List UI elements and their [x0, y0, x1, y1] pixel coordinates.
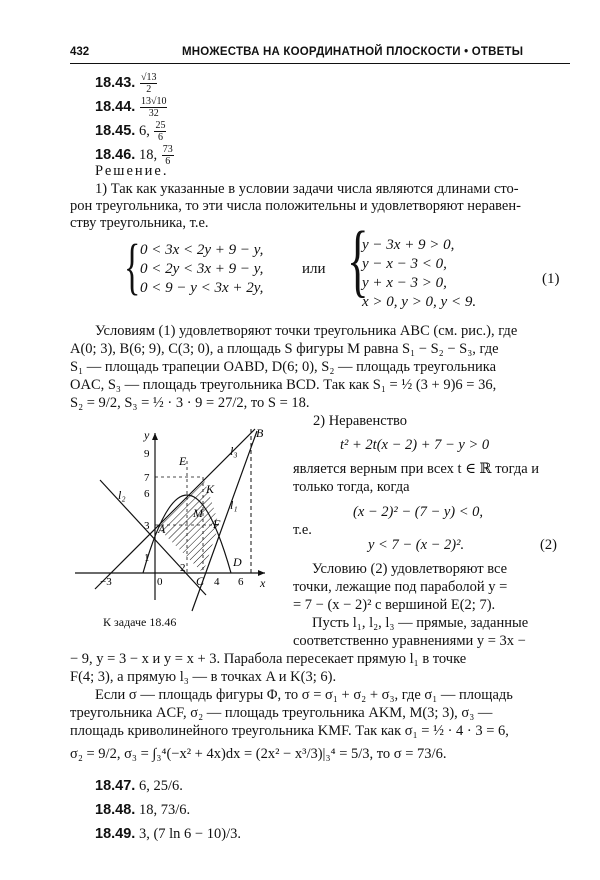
para2-line2: A(0; 3), B(6; 9), C(3; 0), а площадь S фигуры M равна S₁ − S₂ − S₃, где	[70, 341, 499, 357]
tick-9: 9	[144, 448, 150, 460]
tick-xm3: −3	[100, 576, 112, 588]
inequality-2-num: (2)	[540, 537, 557, 553]
para1-line1: 1) Так как указанные в условии задачи числа являются длинами сто-	[95, 181, 519, 197]
right-text1-b: только тогда, когда	[293, 479, 410, 495]
right-text2-e: соответственно уравнениями y = 3x −	[293, 633, 526, 649]
para3-line5: площадь криволинейного треугольника KMF. Так как σ₁ = ½ · 4 · 3 = 6,	[70, 723, 509, 739]
system-left: 0 < 3x < 2y + 9 − y, 0 < 2y < 3x + 9 − y, 0 < 9 − y < 3x + 2y,	[140, 242, 264, 296]
para2-line3: S₁ — площадь трапеции OABD, D(6; 0), S₂ — площадь треугольника	[70, 359, 497, 375]
y-axis-arrow	[152, 433, 158, 440]
tick-x4: 4	[214, 576, 220, 588]
right-brace: {	[347, 214, 369, 305]
right-text2-a: Условию (2) удовлетворяют все	[312, 561, 507, 577]
para1-line2: рон треугольника, то эти числа положительны и удовлетворяют неравен-	[70, 198, 521, 214]
label-M: M	[193, 506, 203, 520]
label-l3: l₃	[230, 444, 238, 458]
label-F: F	[213, 517, 221, 531]
page-header	[70, 46, 570, 62]
page-number: 432	[70, 46, 90, 58]
label-origin: 0	[157, 576, 163, 588]
right-text2-d: Пусть l₁, l₂, l₃ — прямые, заданные	[312, 615, 529, 631]
label-D: D	[233, 555, 242, 569]
label-B: B	[256, 426, 264, 440]
label-l1: l₁	[230, 498, 238, 512]
para3-line1: − 9, y = 3 − x и y = x + 3. Парабола пересекает прямую l₁ в точке	[70, 651, 467, 667]
integral-line: σ₂ = 9/2, σ₃ = ∫₃⁴(−x² + 4x)dx = (2x² − x³/3)|₃⁴ = 5/3, то σ = 73/6.	[70, 746, 447, 762]
system-or: или	[302, 261, 326, 277]
right-text2-b: точки, лежащие под параболой y =	[293, 579, 508, 595]
answer-18-45: 18.45. 6, $\frac{25}{6}$	[95, 120, 166, 143]
answer-18-48: 18.48. 18, 73/6.	[95, 802, 191, 818]
header-rule	[70, 63, 570, 64]
tick-6: 6	[144, 488, 150, 500]
right-text1-a: является верным при всех t ∈ ℝ тогда и	[293, 461, 540, 477]
label-E: E	[179, 454, 187, 468]
left-brace: {	[124, 233, 141, 301]
para2-line5: S₂ = 9/2, S₃ = ½ · 3 · 9 = 27/2, то S = 18.	[70, 395, 310, 411]
para1-line3: ству треугольника, т.е.	[70, 215, 209, 231]
tick-1: 1	[144, 552, 150, 564]
item2-label: 2) Неравенство	[313, 413, 408, 429]
te-label: т.е.	[293, 522, 312, 538]
tick-x2: 2	[180, 562, 186, 574]
figure-graph	[70, 425, 295, 615]
answer-18-47: 18.47. 6, 25/6.	[95, 778, 183, 794]
answer-18-49: 18.49. 3, (7 ln 6 − 10)/3.	[95, 826, 241, 842]
answer-18-46: 18.46. 18, $\frac{73}{6}$	[95, 144, 173, 167]
right-text2-c: = 7 − (x − 2)² с вершиной E(2; 7).	[293, 597, 496, 613]
para3-line3: Если σ — площадь фигуры Φ, то σ = σ₁ + σ₂ + σ₃, где σ₁ — площадь	[95, 687, 513, 703]
y-axis-label: y	[144, 428, 150, 442]
inequality-2a: (x − 2)² − (7 − y) < 0,	[353, 504, 484, 520]
system-right: y − 3x + 9 > 0, y − x − 3 < 0, y + x − 3 > 0, x > 0, y > 0, y < 9.	[362, 237, 477, 310]
x-axis-label: x	[260, 576, 266, 590]
para3-line2: F(4; 3), а прямую l₃ — в точках A и K(3; 6).	[70, 669, 337, 685]
tick-3: 3	[144, 520, 150, 532]
label-l2: l₂	[118, 488, 126, 502]
para2-line1: Условиям (1) удовлетворяют точки треугольника ABC (см. рис.), где	[95, 323, 518, 339]
answer-18-44: 18.44. $\frac{13√10}{32}$	[95, 96, 167, 119]
answer-18-43: 18.43. $\frac{√13}{2}$	[95, 72, 157, 95]
figure-caption: К задаче 18.46	[103, 615, 177, 629]
running-title: МНОЖЕСТВА НА КООРДИНАТНОЙ ПЛОСКОСТИ • ОТВЕТЫ	[182, 46, 524, 58]
label-K: K	[206, 482, 215, 496]
tick-7: 7	[144, 472, 150, 484]
inequality-2b: y < 7 − (x − 2)².	[368, 537, 465, 553]
para2-line4: OAC, S₃ — площадь треугольника BCD. Так как S₁ = ½ (3 + 9)6 = 36,	[70, 377, 497, 393]
tick-x6: 6	[238, 576, 244, 588]
para3-line4: треугольника ACF, σ₂ — площадь треугольника AKM, M(3; 3), σ₃ —	[70, 705, 493, 721]
label-C: C	[196, 574, 205, 588]
inequality-t: t² + 2t(x − 2) + 7 − y > 0	[340, 437, 490, 453]
solution-label: Решение.	[95, 163, 169, 179]
system-number: (1)	[542, 271, 560, 287]
label-A: A	[158, 522, 166, 536]
